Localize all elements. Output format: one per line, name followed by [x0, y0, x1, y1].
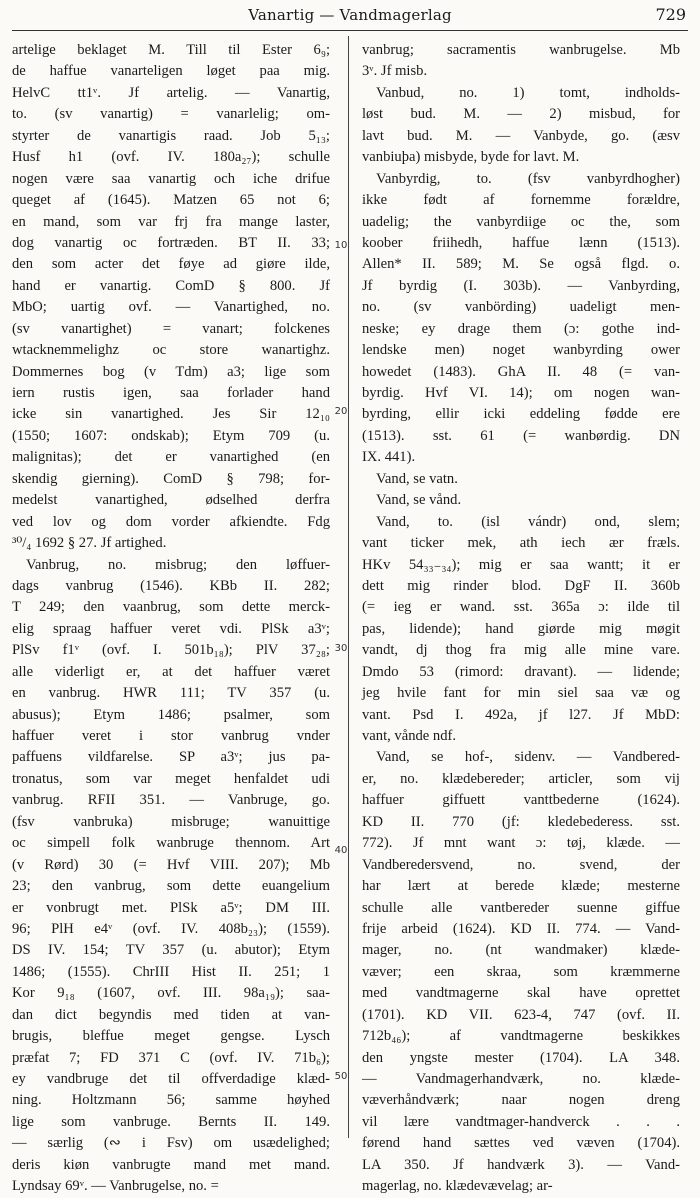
text-line: dog vanartig oc fortræden. BT II. 33;: [12, 234, 330, 251]
text-line: mager, no. (nt wandmaker) klæde-: [362, 942, 680, 959]
text-line: med vandtmagerne skal have oprettet: [362, 985, 680, 1002]
text-line: (1550; 1607: ondskab); Etym 709 (u.: [12, 427, 330, 444]
text-line: (fsv vanbruka) misbruge; wanuittige: [12, 813, 330, 830]
text-line: (1513). sst. 61 (= wanbørdig. DN: [362, 427, 680, 444]
text-line: lige som vanbruge. Bernts II. 149.: [12, 1113, 330, 1130]
text-line: Dommernes bog (v Tdm) a3; lige som: [12, 363, 330, 380]
text-line: præfat 7; FD 371 C (ovf. IV. 71b₆);: [12, 1049, 330, 1066]
text-line: howedet (1483). GhA II. 48 (= van-: [362, 363, 680, 380]
text-line: 712b₄₆); af vandtmagerne beskikkes: [362, 1028, 680, 1045]
text-line: haffuer giffuett vanttbederne (1624).: [362, 792, 680, 809]
text-line: 23; den vanbrug, som dette euangelium: [12, 878, 330, 895]
text-line: de haffue vanarteligen løget paa mig.: [12, 63, 330, 80]
line-number: 10: [334, 240, 348, 251]
text-line: væver; een skraa, som kræmmerne: [362, 963, 680, 980]
text-line: haffuer veret i stor vanbrug vnder: [12, 728, 330, 744]
column-divider: [348, 36, 349, 1138]
text-line: HelvC tt1ᵛ. Jf artelig. — Vanartig,: [12, 84, 330, 101]
text-line: elig spraag haffuer veret vdi. PlSk a3ᵛ;: [12, 620, 330, 637]
text-line: lavt bud. M. — Vanbyde, go. (æsv: [362, 127, 680, 144]
text-line: Vanbrug, no. misbrug; den løffuer-: [26, 556, 330, 573]
line-number: 40: [334, 845, 348, 856]
text-line: iern rustis igen, saa forlader hand: [12, 385, 330, 401]
line-number: 50: [334, 1071, 348, 1082]
text-line: DS IV. 154; TV 357 (u. abutor); Etym: [12, 942, 330, 959]
text-line: Lyndsay 69ᵛ. — Vanbrugelse, no. =: [12, 1178, 219, 1195]
text-line: en mand, som var frj fra mange laster,: [12, 213, 330, 230]
text-line: vil lære vandtmager-handverck . . .: [362, 1113, 680, 1130]
text-line: ³⁰/₄ 1692 § 27. Jf artighed.: [12, 535, 167, 552]
text-line: (sv vanartighet) = vanart; folckenes: [12, 320, 330, 337]
text-line: byrdig. Hvf VI. 14); om nogen wan-: [362, 385, 680, 401]
text-line: skendig gierning). ComD § 798; for-: [12, 470, 330, 487]
text-line: har lært at berede klæde; mesterne: [362, 878, 680, 895]
text-line: Jf byrdig (I. 303b). — Vanbyrding,: [362, 277, 680, 294]
text-line: (1701). KD VII. 623-4, 747 (ovf. II.: [362, 1006, 680, 1023]
text-line: 96; PlH e4ᵛ (ovf. IV. 408b₂₃); (1559).: [12, 920, 330, 937]
text-line: vanbrug; sacramentis wanbrugelse. Mb: [362, 42, 680, 58]
text-line: no. (sv vanbörding) uadeligt men-: [362, 299, 680, 316]
text-line: queget af (1645). Matzen 65 not 6;: [12, 192, 330, 209]
text-line: Husf h1 (ovf. IV. 180a₂₇); schulle: [12, 149, 330, 166]
text-line: schulle alle vantbereder suenne giffue: [362, 899, 680, 916]
text-line: Kor 9₁₈ (1607, ovf. III. 98a₁₉); saa-: [12, 985, 330, 1002]
text-line: PlSv f1ᵛ (ovf. I. 501b₁₈); PlV 37₂₈;: [12, 642, 330, 659]
text-line: 1486; (1555). ChrIII Hist II. 251; 1: [12, 963, 330, 980]
text-line: alle viderligt er, at det haffuer været: [12, 663, 330, 680]
text-line: (v Rørd) 30 (= Hvf VIII. 207); Mb: [12, 856, 330, 873]
text-line: brugis, bleffue meget gengse. Lysch: [12, 1028, 330, 1045]
text-line: paffuens vildfarelse. SP a3ᵛ; jus pa-: [12, 749, 330, 766]
text-line: HKv 54₃₃₋₃₄); mig er saa wantt; it er: [362, 556, 680, 573]
text-line: Allen* II. 589; M. Se også flgd. o.: [362, 256, 680, 273]
text-line: neske; ey drage them (ɔ: gothe ind-: [362, 320, 680, 337]
text-line: medelst vanartighed, ødselhed derfra: [12, 492, 330, 509]
text-line: Dmdo 53 (rimord: dravant). — lidende;: [362, 663, 680, 680]
line-number: 20: [334, 406, 348, 417]
text-line: wtacknemmelighz oc store wanartighz.: [12, 342, 330, 359]
text-line: vanbiuþa) misbyde, byde for lavt. M.: [362, 149, 580, 166]
line-number: 30: [334, 643, 348, 654]
text-line: den yngste mester (1704). LA 348.: [362, 1049, 680, 1066]
text-line: dett mig rinder blod. DgF II. 360b: [362, 577, 680, 594]
header-rule: [12, 30, 688, 31]
text-line: magerlag, no. klædevævelag; ar-: [362, 1178, 553, 1195]
text-line: tronatus, som var meget henfaldet udi: [12, 770, 330, 787]
text-line: — Vandmagerhandværk, no. klæde-: [362, 1071, 680, 1087]
text-line: vant. Psd I. 492a, jf l27. Jf MbD:: [362, 706, 680, 723]
text-line: ved lov og dom vorder afkiendte. Fdg: [12, 513, 330, 530]
left-column: [12, 40, 330, 1195]
text-line: Vand, to. (isl vándr) ond, slem;: [376, 513, 680, 530]
text-line: malignitas); det er vanartighed (en: [12, 449, 330, 466]
text-line: deris kiøn vanbrugte mand met mand.: [12, 1156, 330, 1173]
text-line: løst bud. M. — 2) misbud, for: [362, 106, 680, 123]
text-line: (= ieg er wand. sst. 365a ɔ: ilde til: [362, 599, 680, 616]
running-title: Vanartig — Vandmagerlag: [248, 6, 452, 24]
text-line: abusus); Etym 1486; psalmer, som: [12, 706, 330, 723]
text-line: vanbrug. RFII 351. — Vanbruge, go.: [12, 792, 330, 809]
text-line: LA 350. Jf handværk 3). — Vand-: [362, 1156, 680, 1173]
text-line: oc simpell folk wanbruge thennom. Art: [12, 835, 330, 852]
text-line: pas, lidende); hand giørde mig møgit: [362, 620, 680, 637]
text-line: frije arbeid (1624). KD II. 774. — Vand-: [362, 920, 680, 937]
text-line: 3ᵛ. Jf misb.: [362, 63, 428, 80]
text-line: nogen være saa vanartig och iche drifue: [12, 170, 330, 187]
right-column: [362, 40, 680, 1195]
text-line: vant, vånde ndf.: [362, 728, 457, 744]
text-line: hand er vanartig. ComD § 800. Jf: [12, 277, 330, 294]
text-line: er, no. klædebereder; articler, som vij: [362, 770, 680, 787]
text-line: koober friihedh, haffue lænn (1513).: [362, 234, 680, 251]
text-line: ey vandbruge det til offverdadige klæd-: [12, 1071, 330, 1087]
text-line: væverhåndværk; naar nogen dreng: [362, 1092, 680, 1109]
text-line: ikke født af fornemme forældre,: [362, 192, 680, 209]
text-line: 772). Jf mnt want ɔ: tøj, klæde. —: [362, 835, 680, 852]
text-line: Vand, se hof-, sidenv. — Vandbered-: [376, 749, 680, 766]
text-line: den som acter det føye ad giøre ilde,: [12, 256, 330, 273]
page-header: [0, 0, 700, 34]
text-line: T 249; den vaanbrug, som dette merck-: [12, 599, 330, 616]
text-line: vant ticker mek, ath iech ær fræls.: [362, 535, 680, 552]
text-line: Vand, se vatn.: [376, 470, 458, 487]
text-line: artelige beklaget M. Till til Ester 6₉;: [12, 42, 330, 58]
text-line: icke sin vanartighed. Jes Sir 12₁₀: [12, 406, 330, 423]
text-line: — særlig (∾ i Fsv) om usædelighed;: [12, 1135, 330, 1152]
text-line: to. (sv vanartig) = vanarlelig; om-: [12, 106, 330, 123]
text-line: Vand, se vånd.: [376, 492, 462, 509]
text-line: KD II. 770 (jf: kledebederess. sst.: [362, 813, 680, 830]
text-line: byrding, ellir icki eddeling fødde ere: [362, 406, 680, 423]
text-line: lendske men) noget wanbyrding ower: [362, 342, 680, 359]
text-line: jeg hvile fant for min siel saa væ og: [362, 685, 680, 702]
text-line: Vanbud, no. 1) tomt, indholds-: [376, 84, 680, 101]
text-line: styrter de vanartigis raad. Job 5₁₃;: [12, 127, 330, 144]
text-line: dags vanbrug (1546). KBb II. 282;: [12, 577, 330, 594]
text-line: uadelig; the vanbyrdiige oc the, som: [362, 213, 680, 230]
text-line: MbO; uartig ovf. — Vanartighed, no.: [12, 299, 330, 316]
text-line: vandt, dj thog fra mig alle mine vare.: [362, 642, 680, 659]
text-line: Vandberedersvend, no. svend, der: [362, 856, 680, 873]
text-line: en vanbrug. HWR 111; TV 357 (u.: [12, 685, 330, 702]
text-line: er vonbrugt met. PlSk a5ᵛ; DM III.: [12, 899, 330, 916]
text-line: førend hand sættes ved væven (1704).: [362, 1135, 680, 1152]
text-line: ning. Holtzmann 56; samme høyhed: [12, 1092, 330, 1109]
text-line: dan dict begyndis med tiden at van-: [12, 1006, 330, 1023]
text-line: Vanbyrdig, to. (fsv vanbyrdhogher): [376, 170, 680, 187]
text-line: IX. 441).: [362, 449, 416, 466]
page-number: 729: [655, 5, 686, 24]
